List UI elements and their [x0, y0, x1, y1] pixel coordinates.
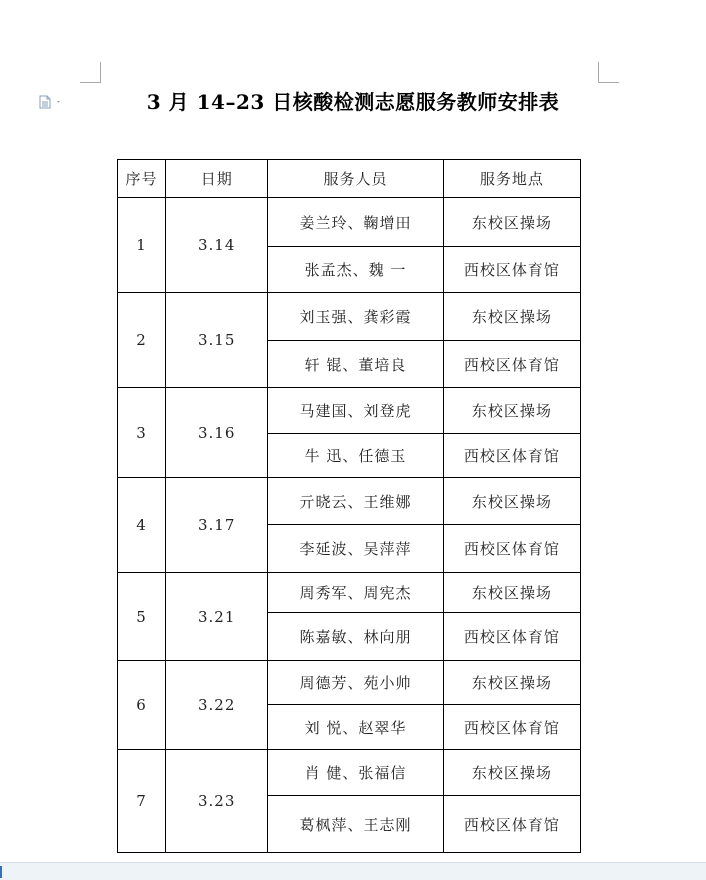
table-row — [118, 388, 581, 434]
cell-place: 西校区体育馆 — [443, 525, 580, 573]
header-place: 服务地点 — [443, 160, 580, 198]
cell-staff: 张孟杰、魏 一 — [268, 247, 443, 293]
cell-place: 东校区操场 — [443, 478, 580, 525]
cell-staff: 葛枫萍、王志刚 — [268, 796, 443, 853]
cell-staff: 轩 锟、董培良 — [268, 341, 443, 388]
cell-index: 5 — [118, 573, 166, 661]
cell-place: 东校区操场 — [443, 573, 580, 613]
cell-staff: 姜兰玲、鞠增田 — [268, 198, 443, 247]
cell-staff: 马建国、刘登虎 — [268, 388, 443, 434]
header-index: 序号 — [118, 160, 166, 198]
cell-staff: 李延波、吴萍萍 — [268, 525, 443, 573]
schedule-body — [118, 198, 581, 853]
cell-place: 东校区操场 — [443, 198, 580, 247]
table-header-row — [118, 160, 581, 198]
cell-staff: 周德芳、苑小帅 — [268, 661, 443, 705]
cell-place: 东校区操场 — [443, 388, 580, 434]
header-date: 日期 — [166, 160, 268, 198]
table-row — [118, 478, 581, 525]
cell-date: 3.14 — [166, 198, 268, 293]
cell-staff: 亓晓云、王维娜 — [268, 478, 443, 525]
cell-place: 东校区操场 — [443, 661, 580, 705]
table-row — [118, 293, 581, 341]
cell-place: 东校区操场 — [443, 750, 580, 796]
margin-corner-top-right — [598, 62, 619, 83]
margin-corner-top-left — [80, 62, 101, 83]
cell-place: 西校区体育馆 — [443, 434, 580, 478]
cell-staff: 牛 迅、任德玉 — [268, 434, 443, 478]
table-row — [118, 198, 581, 247]
cell-place: 西校区体育馆 — [443, 247, 580, 293]
schedule-table — [117, 159, 581, 853]
cursor-marker — [0, 866, 2, 878]
cell-index: 3 — [118, 388, 166, 478]
cell-date: 3.21 — [166, 573, 268, 661]
cell-staff: 周秀军、周宪杰 — [268, 573, 443, 613]
cell-place: 西校区体育馆 — [443, 341, 580, 388]
table-row — [118, 661, 581, 705]
cell-index: 1 — [118, 198, 166, 293]
table-row — [118, 573, 581, 613]
status-bar — [0, 862, 706, 880]
cell-staff: 陈嘉敏、林向朋 — [268, 613, 443, 661]
cell-index: 7 — [118, 750, 166, 853]
cell-index: 6 — [118, 661, 166, 750]
cell-date: 3.17 — [166, 478, 268, 573]
cell-index: 4 — [118, 478, 166, 573]
cell-date: 3.22 — [166, 661, 268, 750]
cell-place: 西校区体育馆 — [443, 796, 580, 853]
header-staff: 服务人员 — [268, 160, 443, 198]
cell-place: 西校区体育馆 — [443, 705, 580, 750]
cell-staff: 肖 健、张福信 — [268, 750, 443, 796]
cell-date: 3.15 — [166, 293, 268, 388]
cell-index: 2 — [118, 293, 166, 388]
cell-place: 西校区体育馆 — [443, 613, 580, 661]
cell-date: 3.23 — [166, 750, 268, 853]
cell-staff: 刘玉强、龚彩霞 — [268, 293, 443, 341]
cell-place: 东校区操场 — [443, 293, 580, 341]
cell-staff: 刘 悦、赵翠华 — [268, 705, 443, 750]
page-title: 3 月 14–23 日核酸检测志愿服务教师安排表 — [146, 90, 560, 114]
table-row — [118, 750, 581, 796]
cell-date: 3.16 — [166, 388, 268, 478]
